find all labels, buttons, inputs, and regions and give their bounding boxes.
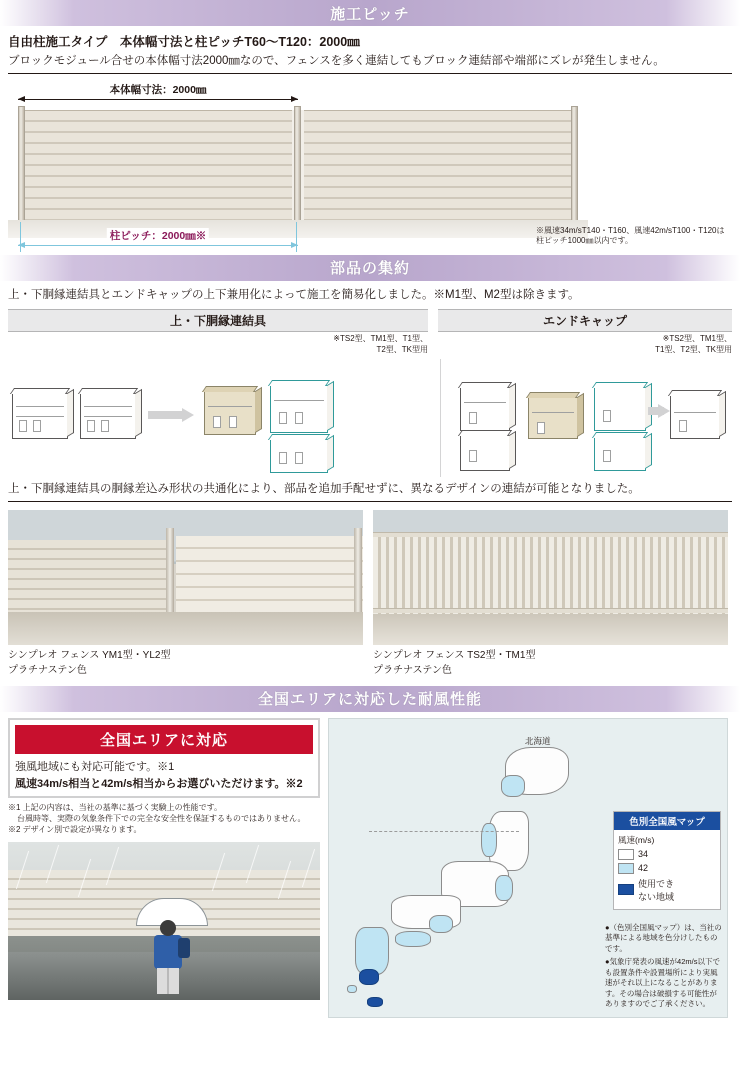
- map-note-1: ●（色別全国風マップ）は、当社の基準による地域を色分けしたものです。: [605, 922, 722, 953]
- part-slot: [603, 410, 611, 422]
- legend-swatch-unavailable: [618, 884, 634, 895]
- part-slot: [537, 422, 545, 434]
- part-side-face: [509, 383, 516, 429]
- map-region-kyushu: [355, 927, 389, 975]
- column-rail-connector-note: [8, 334, 428, 355]
- column-end-cap: [438, 309, 732, 355]
- part-endcap-installed: [670, 395, 720, 439]
- part-slot: [279, 452, 287, 464]
- parts-columns: [8, 309, 732, 355]
- caption-line-2: プラチナステン色: [8, 664, 87, 676]
- map-legend-row: [618, 877, 716, 903]
- map-region-hokkaido-west: [501, 775, 525, 797]
- section2-lead2: 上・下胴縁連結具の胴縁差込み形状の共通化により、部品を追加手配せずに、異なるデザインの連結が可能となりました。: [8, 483, 640, 496]
- part-slot: [603, 450, 611, 462]
- part-line: [274, 400, 324, 401]
- caption-line-1: シンプレオ フェンス TS2型・TM1型: [373, 649, 536, 661]
- divider: [8, 501, 732, 502]
- dimension-post-pitch-arrow: [18, 245, 298, 246]
- part-slot: [87, 420, 95, 432]
- part-line: [16, 416, 64, 417]
- group-divider: [440, 359, 441, 477]
- fence-panel-left: [22, 110, 292, 220]
- part-top-face: [202, 386, 258, 392]
- map-legend-row: [618, 863, 716, 874]
- photo-rail-top: [373, 532, 728, 537]
- part-side-face: [327, 435, 334, 471]
- caption-line-2: プラチナステン色: [373, 664, 452, 676]
- part-slot: [469, 412, 477, 424]
- fence-panel-right: [304, 110, 574, 220]
- part-slot: [101, 420, 109, 432]
- photo-caption-2: [373, 648, 728, 678]
- legend-label-34: 34: [638, 849, 649, 860]
- photo-post: [166, 528, 174, 624]
- part-endcap-lower: [460, 435, 510, 471]
- map-dash-line: [369, 831, 519, 832]
- photo-caption-1: [8, 648, 363, 678]
- legend-label-line-2: ない地域: [638, 891, 675, 902]
- merge-arrow-head: [182, 408, 194, 422]
- legend-swatch-42: [618, 863, 634, 874]
- section-banner-parts: [0, 255, 740, 281]
- map-region-south-kyushu: [359, 969, 379, 985]
- map-region-tohoku-west: [481, 823, 497, 857]
- fence-post-1: [18, 106, 25, 234]
- person-head: [160, 920, 176, 936]
- photo-ground: [8, 612, 363, 645]
- fence-illustration: [8, 80, 732, 255]
- photo-panel-left: [8, 540, 168, 612]
- part-line: [84, 406, 132, 407]
- part-slot: [213, 416, 221, 428]
- map-region-shikoku: [395, 931, 431, 947]
- photo-block-2: [373, 510, 728, 678]
- part-rail-connector-upper: [12, 393, 68, 439]
- part-endcap-new-upper: [594, 387, 646, 431]
- part-combined-beige: [204, 391, 256, 435]
- part-slot: [229, 416, 237, 428]
- note-line-1: ※TS2型、TM1型、: [662, 334, 732, 344]
- part-endcap-new-lower: [594, 437, 646, 471]
- column-end-cap-note: [438, 334, 732, 355]
- map-legend: [613, 811, 721, 910]
- part-top-face: [668, 390, 722, 396]
- part-top-face: [526, 392, 580, 398]
- legend-label-unavailable: [638, 877, 674, 903]
- part-endcap-upper: [460, 387, 510, 431]
- banner-title: 部品の集約: [329, 260, 410, 278]
- part-side-face: [645, 383, 652, 429]
- map-note-2: ●気象庁発表の風速が42m/s以下でも設置条件や設置場所により実風速がそれ以上になることがあります。その場合は破損する可能性がありますのでご了承ください。: [605, 957, 720, 1009]
- part-endcap-combined: [528, 397, 578, 439]
- part-slot: [33, 420, 41, 432]
- part-side-face: [67, 389, 74, 437]
- column-rail-connector: [8, 309, 428, 355]
- part-line: [208, 406, 252, 407]
- fence-graphic: [18, 110, 578, 220]
- part-side-face: [645, 433, 652, 469]
- part-side-face: [135, 389, 142, 437]
- note-line-2: T1型、T2型、TK型用: [655, 344, 732, 354]
- parts-illustration: [8, 359, 732, 477]
- pitch-note: ※風速34m/sT140・T160、風速42m/sT100・T120は柱ピッチ1000㎜以内です。: [536, 225, 725, 246]
- fence-post-2: [294, 106, 301, 234]
- wind-notes: [8, 803, 320, 835]
- part-line: [16, 406, 64, 407]
- part-slot: [469, 450, 477, 462]
- photo-panel-right: [176, 536, 363, 612]
- part-slot: [19, 420, 27, 432]
- section3-body: [0, 718, 740, 1024]
- part-top-face: [78, 388, 138, 394]
- endcap-arrow-head: [658, 404, 670, 418]
- section-banner-wind: [0, 686, 740, 712]
- person-legs: [157, 968, 179, 994]
- map-label-hokkaido: 北海道: [525, 735, 551, 746]
- legend-swatch-34: [618, 849, 634, 860]
- nationwide-box: [8, 718, 320, 799]
- japan-wind-map: [328, 718, 728, 1018]
- section2-body: [0, 287, 740, 678]
- photo-post: [354, 528, 362, 624]
- map-notes: [605, 923, 723, 1013]
- section-banner-construction-pitch: [0, 0, 740, 26]
- photo-rail-bottom: [373, 608, 728, 613]
- part-line: [84, 416, 132, 417]
- photo-ground: [373, 614, 728, 645]
- dimension-width: [18, 84, 298, 106]
- part-slot: [295, 452, 303, 464]
- map-region-kanto-coast: [495, 875, 513, 901]
- map-region-island: [347, 985, 357, 993]
- part-side-face: [509, 431, 516, 469]
- photo-wind-scene: [8, 842, 320, 1000]
- photo-row: [8, 510, 732, 678]
- part-new-lower: [270, 439, 328, 473]
- part-side-face: [255, 387, 262, 433]
- part-side-face: [327, 381, 334, 431]
- nationwide-text-1: 強風地域にも対応可能です。※1: [15, 760, 175, 773]
- map-legend-title: 色別全国風マップ: [614, 812, 720, 830]
- wind-note-1: ※1 上記の内容は、当社の基準に基づく実験上の性能です。: [8, 803, 223, 813]
- part-line: [674, 412, 716, 413]
- wind-right-column: [328, 718, 728, 1018]
- part-slot: [295, 412, 303, 424]
- part-line: [532, 412, 574, 413]
- map-region-okinawa: [367, 997, 383, 1007]
- merge-arrow-tail: [148, 411, 182, 419]
- note-line-1: ※TS2型、TM1型、T1型、: [333, 334, 428, 344]
- section1-body: [0, 32, 740, 255]
- part-slot: [679, 420, 687, 432]
- banner-title: 施工ピッチ: [330, 5, 410, 23]
- part-top-face: [268, 380, 330, 386]
- dimension-post-pitch-label: 柱ピッチ：2000㎜※: [107, 228, 209, 243]
- fence-post-3: [571, 106, 578, 234]
- divider: [8, 73, 732, 74]
- section2-lead: 上・下胴縁連結具とエンドキャップの上下兼用化によって施工を簡易化しました。※M1型、M2型は除きます。: [8, 288, 580, 301]
- part-top-face: [10, 388, 70, 394]
- legend-label-42: 42: [638, 863, 649, 874]
- section1-headline: 自由柱施工タイプ 本体幅寸法と柱ピッチT60～T120：2000㎜: [8, 35, 360, 49]
- photo-block-1: [8, 510, 363, 678]
- pitch-tick-left: [20, 222, 21, 252]
- map-legend-subtitle: 風速(m/s): [618, 834, 655, 845]
- part-new-upper: [270, 385, 328, 433]
- footer-space: [8, 1018, 732, 1024]
- photo-fence-ts2-tm1: [373, 510, 728, 645]
- wind-note-1b: 台風時等、実際の気象条件下での完全な安全性を保証するものではありません。: [17, 814, 306, 824]
- wind-columns: [8, 718, 732, 1018]
- wind-left-column: [8, 718, 320, 1018]
- part-top-face: [592, 382, 648, 388]
- part-top-face: [458, 382, 512, 388]
- photo-fence-ym1-yl2: [8, 510, 363, 645]
- photo-slats: [373, 532, 728, 614]
- map-region-kii: [429, 915, 453, 933]
- column-end-cap-title: エンドキャップ: [438, 309, 732, 332]
- banner-title: 全国エリアに対応した耐風性能: [257, 691, 482, 709]
- dimension-width-arrow: [18, 99, 298, 100]
- dimension-post-pitch: [18, 230, 298, 252]
- section1-lead: ブロックモジュール合せの本体幅寸法2000㎜なので、フェンスを多く連結してもブロック連結部や端部にズレが発生しません。: [8, 55, 665, 67]
- nationwide-title: 全国エリアに対応: [15, 725, 313, 754]
- part-slot: [279, 412, 287, 424]
- legend-label-line-1: 使用でき: [638, 878, 675, 889]
- wind-note-2: ※2 デザイン別で設定が異なります。: [8, 824, 142, 834]
- dimension-width-label: 本体幅寸法：2000㎜: [107, 82, 210, 97]
- caption-line-1: シンプレオ フェンス YM1型・YL2型: [8, 649, 171, 661]
- part-top-face: [458, 430, 512, 436]
- part-line: [464, 402, 506, 403]
- part-top-face: [268, 434, 330, 440]
- person-bag: [178, 938, 190, 958]
- nationwide-text-2: 風速34m/s相当と42m/s相当からお選びいただけます。※2: [15, 778, 303, 791]
- part-side-face: [719, 391, 726, 437]
- part-side-face: [577, 393, 584, 437]
- note-line-2: T2型、TK型用: [376, 344, 428, 354]
- map-legend-row: [618, 849, 716, 860]
- part-rail-connector-lower: [80, 393, 136, 439]
- pitch-tick-right: [296, 222, 297, 252]
- column-rail-connector-title: 上・下胴縁連結具: [8, 309, 428, 332]
- part-top-face: [592, 432, 648, 438]
